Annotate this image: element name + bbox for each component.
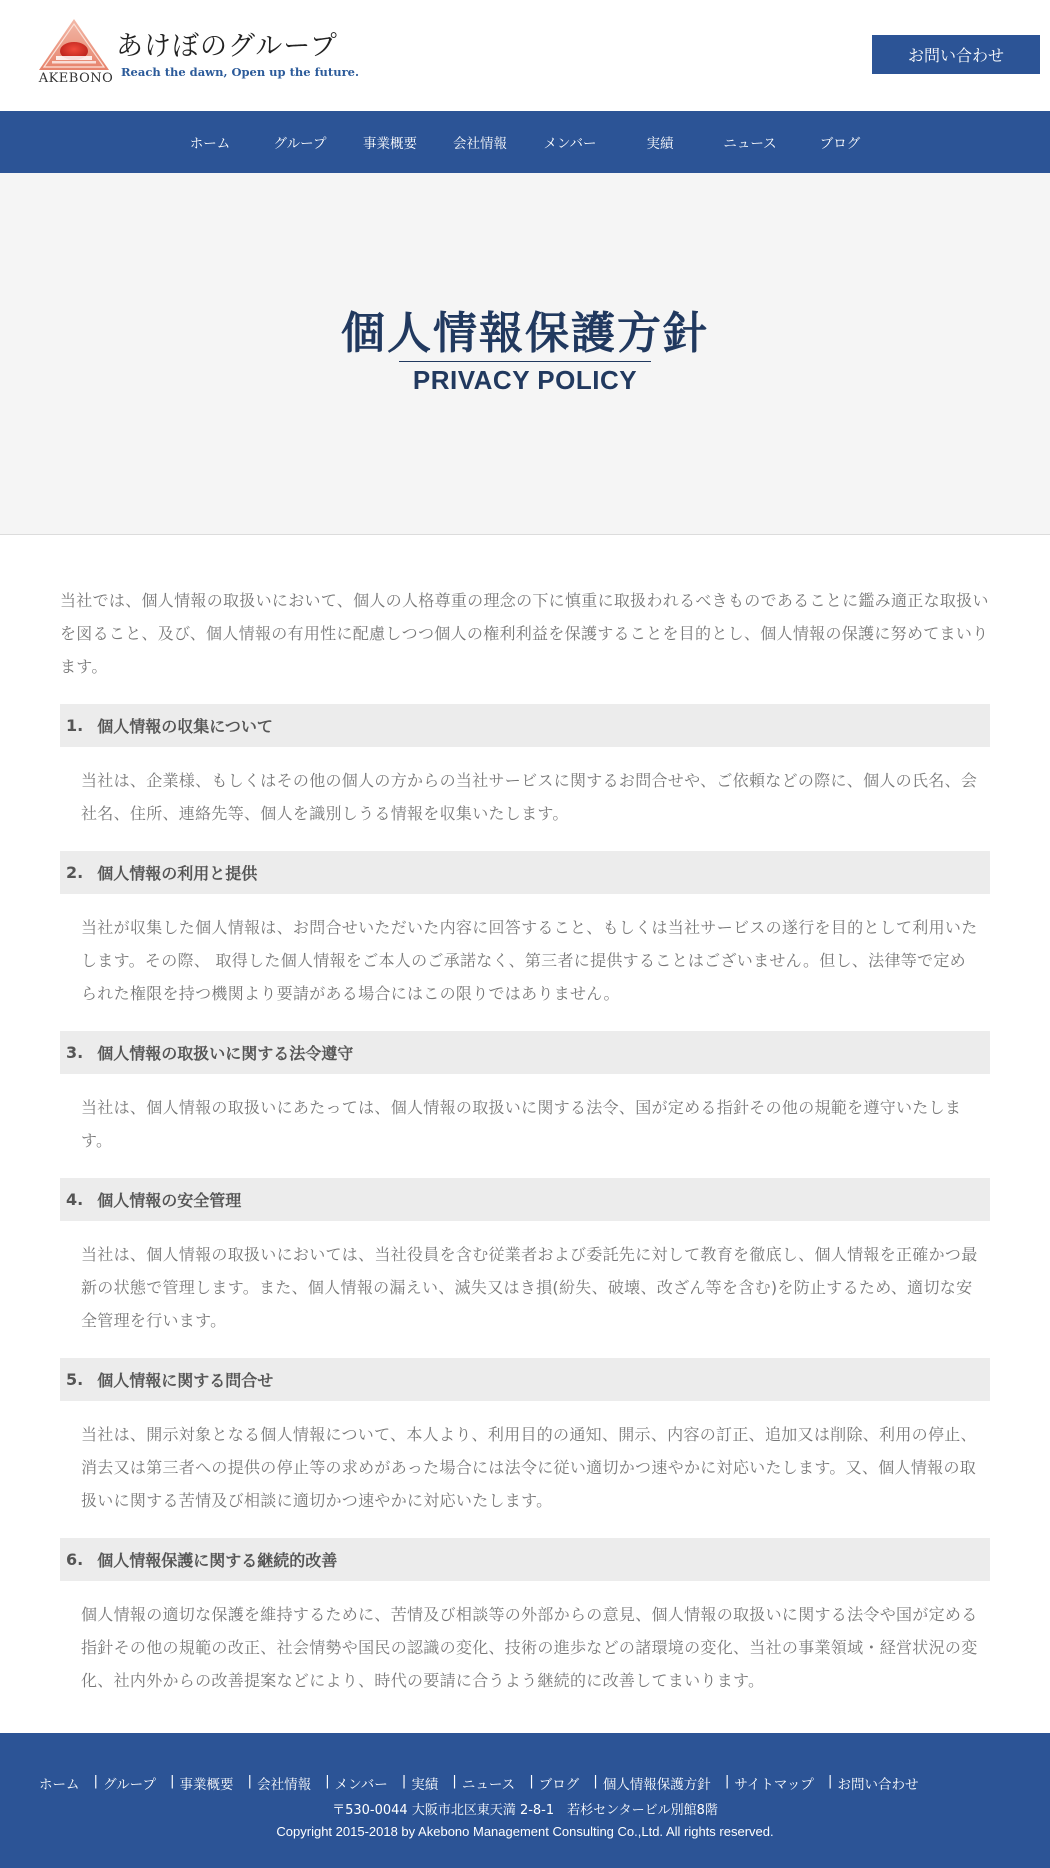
site-header xyxy=(0,0,1050,111)
footer-link-contact[interactable]: お問い合わせ xyxy=(837,1777,919,1793)
nav-item-results[interactable]: 実績 xyxy=(646,136,674,152)
section-number: 6. xyxy=(66,1550,84,1569)
footer-link-home[interactable]: ホーム xyxy=(39,1777,80,1793)
section-heading xyxy=(60,1178,990,1221)
section-heading xyxy=(60,1031,990,1074)
footer-separator: | xyxy=(529,1773,534,1789)
section-number: 4. xyxy=(66,1190,84,1209)
section-body: 個人情報の適切な保護を維持するために、苦情及び相談等の外部からの意見、個人情報の取扱いに関する法令や国が定める指針その他の規範の改正、社会情勢や国民の認識の変化、技術の進歩などの諸環境の変化、当社の事業領域・経営状況の変化、社内外からの改善提案などにより、時代の要請に合うよう継続的に改善してまいります。 xyxy=(81,1605,978,1690)
page-subtitle: PRIVACY POLICY xyxy=(412,365,638,395)
nav-item-news[interactable]: ニュース xyxy=(723,136,777,152)
section-title: 個人情報の取扱いに関する法令遵守 xyxy=(97,1044,354,1063)
section-heading xyxy=(60,1538,990,1581)
footer-link-news[interactable]: ニュース xyxy=(461,1777,516,1793)
section-body: 当社は、開示対象となる個人情報について、本人より、利用目的の通知、開示、内容の訂正、追加又は削除、利用の停止、消去又は第三者への提供の停止等の求めがあった場合には法令に従い適切かつ速やかに対応いたします。又、個人情報の取扱いに関する苦情及び相談に適切かつ速やかに対応いたします。 xyxy=(81,1425,977,1510)
page-hero xyxy=(0,173,1050,535)
section-title: 個人情報に関する問合せ xyxy=(97,1371,274,1390)
policy-section xyxy=(60,851,990,1010)
footer-link-results[interactable]: 実績 xyxy=(411,1777,439,1793)
section-heading xyxy=(60,851,990,894)
nav-item-company[interactable]: 会社情報 xyxy=(453,136,507,152)
policy-section xyxy=(60,1358,990,1517)
title-divider xyxy=(399,361,651,362)
brand-title[interactable]: あけぼのグループ xyxy=(116,31,338,62)
nav-item-blog[interactable]: ブログ xyxy=(819,136,861,152)
footer-link-company[interactable]: 会社情報 xyxy=(257,1777,312,1793)
policy-section xyxy=(60,704,990,830)
logo-text: AKEBONO xyxy=(38,71,114,86)
nav-item-home[interactable]: ホーム xyxy=(189,136,231,152)
section-title: 個人情報の収集について xyxy=(97,717,273,736)
section-title: 個人情報の安全管理 xyxy=(97,1191,242,1210)
intro-paragraph: 当社では、個人情報の取扱いにおいて、個人の人格尊重の理念の下に慎重に取扱われるべきものであることに鑑み適正な取扱いを図ること、及び、個人情報の有用性に配慮しつつ個人の権利利益を保護することを目的とし、個人情報の保護に努めてまいります。 xyxy=(60,591,989,676)
nav-item-group[interactable]: グループ xyxy=(273,136,327,152)
footer-link-business[interactable]: 事業概要 xyxy=(179,1777,234,1793)
section-body: 当社は、個人情報の取扱いにおいては、当社役員を含む従業者および委託先に対して教育を徹底し、個人情報を正確かつ最新の状態で管理します。また、個人情報の漏えい、滅失又はき損(紛失、破壊、改ざん等を含む)を防止するため、適切な安全管理を行います。 xyxy=(81,1245,978,1330)
section-body: 当社は、個人情報の取扱いにあたっては、個人情報の取扱いに関する法令、国が定める指針その他の規範を遵守いたします。 xyxy=(81,1098,962,1150)
policy-content xyxy=(60,584,990,1697)
footer-separator: | xyxy=(325,1773,330,1789)
footer-link-sitemap[interactable]: サイトマップ xyxy=(734,1777,814,1793)
nav-item-business[interactable]: 事業概要 xyxy=(363,136,417,152)
policy-section xyxy=(60,1031,990,1157)
policy-section xyxy=(60,1538,990,1697)
footer-separator: | xyxy=(827,1773,833,1789)
footer-separator: | xyxy=(452,1773,457,1789)
footer-link-privacy[interactable]: 個人情報保護方針 xyxy=(602,1777,711,1793)
section-number: 5. xyxy=(66,1370,84,1389)
footer-link-members[interactable]: メンバー xyxy=(334,1777,388,1793)
footer-separator: | xyxy=(93,1773,99,1789)
footer-nav xyxy=(39,1773,918,1793)
footer-address: 〒530-0044 大阪市北区東天満 2-8-1 若杉センタービル別館8階 xyxy=(332,1803,718,1818)
footer-separator: | xyxy=(401,1773,407,1789)
footer-link-group[interactable]: グループ xyxy=(103,1777,156,1793)
section-number: 1. xyxy=(66,716,84,735)
contact-button[interactable]: お問い合わせ xyxy=(872,35,1040,74)
footer-separator: | xyxy=(247,1773,253,1789)
footer-link-blog[interactable]: ブログ xyxy=(538,1777,580,1793)
policy-section xyxy=(60,1178,990,1337)
nav-item-members[interactable]: メンバー xyxy=(543,136,597,152)
section-number: 3. xyxy=(66,1043,84,1062)
footer-separator: | xyxy=(593,1773,598,1789)
main-nav xyxy=(0,111,1050,173)
section-body: 当社が収集した個人情報は、お問合せいただいた内容に回答すること、もしくは当社サービスの遂行を目的として利用いたします。その際、 取得した個人情報をご本人のご承諾なく、第三者に提供することはございません。但し、法律等で定められた権限を持つ機関より要請がある場合にはこの限りではありません。 xyxy=(81,918,978,1003)
footer-separator: | xyxy=(724,1773,730,1789)
brand-tagline: Reach the dawn, Open up the future. xyxy=(121,65,359,79)
section-body: 当社は、企業様、もしくはその他の個人の方からの当社サービスに関するお問合せや、ご依頼などの際に、個人の氏名、会社名、住所、連絡先等、個人を識別しうる情報を収集いたします。 xyxy=(81,771,978,823)
footer-separator: | xyxy=(169,1773,175,1789)
page-title: 個人情報保護方針 xyxy=(341,308,709,359)
footer-copyright: Copyright 2015-2018 by Akebono Management Consulting Co.,Ltd. All rights reserved. xyxy=(276,1824,774,1839)
section-heading xyxy=(60,1358,990,1401)
section-title: 個人情報の利用と提供 xyxy=(97,864,258,883)
section-heading xyxy=(60,704,990,747)
section-number: 2. xyxy=(66,863,84,882)
section-title: 個人情報保護に関する継続的改善 xyxy=(97,1551,338,1570)
site-footer xyxy=(0,1733,1050,1868)
